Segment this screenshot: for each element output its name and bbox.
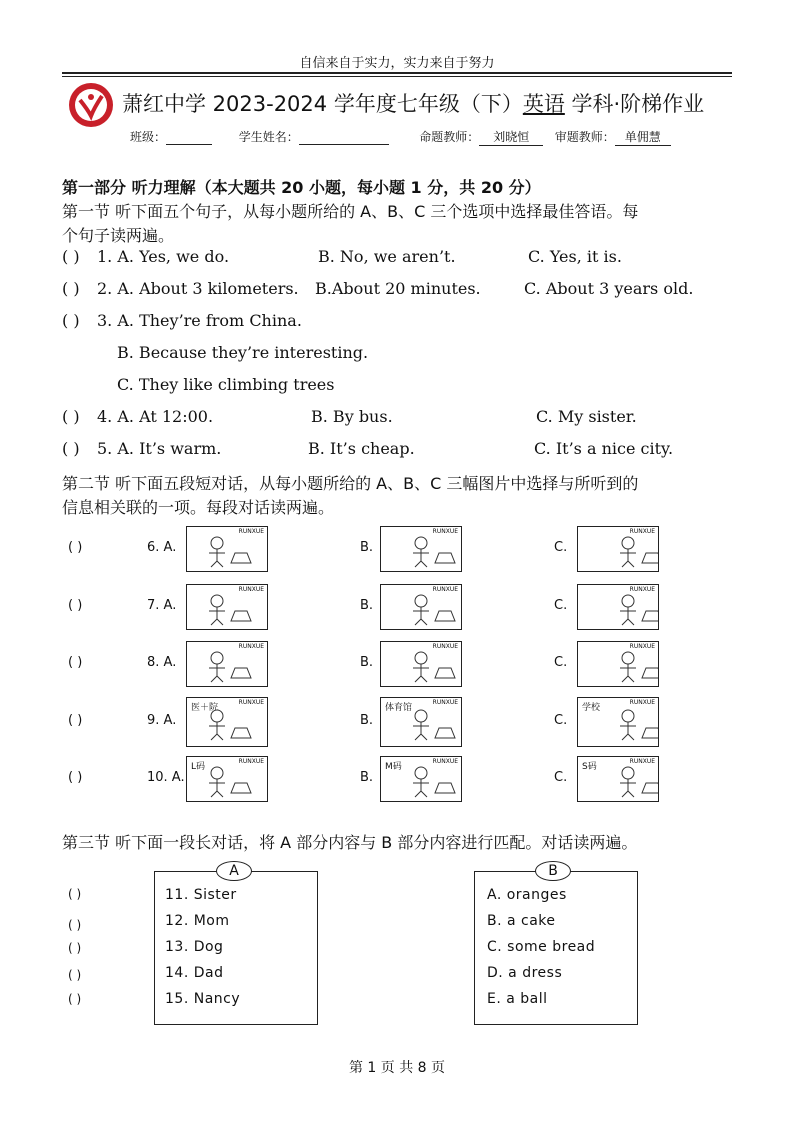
brand-mark: RUNXUE <box>629 528 655 535</box>
section3-instruction: 第三节 听下面一段长对话，将 A 部分内容与 B 部分内容进行匹配。对话读两遍。 <box>62 833 638 852</box>
picture-option <box>380 641 462 687</box>
picture-option <box>577 526 659 572</box>
title-prefix: 萧红中学 2023-2024 学年度七年级（下） <box>122 92 523 116</box>
match-a-item: 13. Dog <box>165 939 224 955</box>
q1-option-a: 1. A. Yes, we do. <box>97 247 230 266</box>
section2-instruction-2: 信息相关联的一项。每段对话读两遍。 <box>62 498 335 517</box>
answer-paren: ( ) <box>68 941 82 955</box>
picture-option <box>186 756 268 802</box>
picture-caption: S码 <box>582 762 597 772</box>
answer-paren: ( ) <box>62 311 80 330</box>
picture-option <box>186 641 268 687</box>
q3-option-c: C. They like climbing trees <box>117 375 335 394</box>
label-a: A <box>216 861 252 881</box>
match-a-item: 11. Sister <box>165 887 237 903</box>
match-b-item: A. oranges <box>487 887 567 903</box>
picture-option <box>380 697 462 747</box>
option-label-a: 7. A. <box>147 598 177 613</box>
picture-sketch <box>578 585 658 629</box>
class-blank <box>166 130 212 145</box>
q2-option-a: 2. A. About 3 kilometers. <box>97 279 299 298</box>
q4-option-a: 4. A. At 12:00. <box>97 407 214 426</box>
answer-paren: ( ) <box>68 655 83 670</box>
picture-sketch <box>578 642 658 686</box>
option-label-a: 9. A. <box>147 713 177 728</box>
option-label-c: C. <box>554 540 568 555</box>
q5-option-c: C. It’s a nice city. <box>534 439 674 458</box>
option-label-b: B. <box>360 598 374 613</box>
student-label: 学生姓名： <box>238 130 299 144</box>
answer-paren: ( ) <box>68 540 83 555</box>
picture-caption: M码 <box>385 762 402 772</box>
option-label-c: C. <box>554 713 568 728</box>
answer-paren: ( ) <box>68 968 82 982</box>
picture-sketch <box>187 698 267 746</box>
picture-option <box>380 584 462 630</box>
picture-option <box>186 526 268 572</box>
option-label-a: 8. A. <box>147 655 177 670</box>
picture-option <box>186 697 268 747</box>
part1-heading: 第一部分 听力理解（本大题共 20 小题，每小题 1 分，共 20 分） <box>62 178 541 197</box>
q1-option-c: C. Yes, it is. <box>528 247 622 266</box>
answer-paren: ( ) <box>62 439 80 458</box>
option-label-a: 6. A. <box>147 540 177 555</box>
reviewer-label: 审题教师： <box>554 130 615 144</box>
class-label: 班级： <box>130 130 167 144</box>
section1-instruction-1: 第一节 听下面五个句子，从每小题所给的 A、B、C 三个选项中选择最佳答语。每 <box>62 202 639 221</box>
match-b-item: D. a dress <box>487 965 563 981</box>
school-logo <box>68 82 114 128</box>
q3-option-a: 3. A. They’re from China. <box>97 311 302 330</box>
student-blank <box>299 130 389 145</box>
page-title <box>122 88 704 118</box>
picture-option <box>577 584 659 630</box>
header-rule <box>62 72 732 74</box>
picture-option <box>186 584 268 630</box>
picture-option <box>380 526 462 572</box>
author-label: 命题教师： <box>419 130 480 144</box>
brand-mark: RUNXUE <box>629 643 655 650</box>
option-label-b: B. <box>360 540 374 555</box>
match-b-item: B. a cake <box>487 913 556 929</box>
picture-sketch <box>187 585 267 629</box>
brand-mark: RUNXUE <box>238 586 264 593</box>
picture-sketch <box>381 585 461 629</box>
option-label-c: C. <box>554 655 568 670</box>
picture-sketch <box>187 527 267 571</box>
info-line <box>130 128 671 146</box>
picture-sketch <box>381 757 461 801</box>
answer-paren: ( ) <box>68 918 82 932</box>
match-a-item: 15. Nancy <box>165 991 241 1007</box>
answer-paren: ( ) <box>68 770 83 785</box>
header-rule-thin <box>62 76 732 77</box>
label-b: B <box>535 861 571 881</box>
q5-option-a: 5. A. It’s warm. <box>97 439 222 458</box>
picture-option <box>577 641 659 687</box>
section2-instruction-1: 第二节 听下面五段短对话，从每小题所给的 A、B、C 三幅图片中选择与所听到的 <box>62 474 639 493</box>
brand-mark: RUNXUE <box>629 586 655 593</box>
answer-paren: ( ) <box>68 992 82 1006</box>
q1-option-b: B. No, we aren’t. <box>318 247 456 266</box>
picture-caption: L码 <box>191 762 206 772</box>
q2-option-b: B.About 20 minutes. <box>315 279 481 298</box>
page-number: 第 1 页 共 8 页 <box>348 1060 446 1076</box>
option-label-c: C. <box>554 770 568 785</box>
match-a-item: 12. Mom <box>165 913 230 929</box>
picture-sketch <box>578 527 658 571</box>
match-b-item: C. some bread <box>487 939 596 955</box>
picture-caption: 学校 <box>582 703 601 713</box>
reviewer-name: 单佣慧 <box>615 128 671 146</box>
answer-paren: ( ) <box>62 247 80 266</box>
q4-option-b: B. By bus. <box>311 407 393 426</box>
q2-option-c: C. About 3 years old. <box>524 279 694 298</box>
option-label-b: B. <box>360 770 374 785</box>
picture-option <box>577 697 659 747</box>
picture-sketch <box>381 698 461 746</box>
brand-mark: RUNXUE <box>238 643 264 650</box>
picture-caption: 体育馆 <box>385 703 413 713</box>
section1-instruction-2: 个句子读两遍。 <box>62 226 175 245</box>
picture-sketch <box>578 698 658 746</box>
picture-sketch <box>187 642 267 686</box>
q3-option-b: B. Because they’re interesting. <box>117 343 369 362</box>
picture-sketch <box>381 642 461 686</box>
picture-option <box>577 756 659 802</box>
author-name: 刘晓恒 <box>479 128 543 146</box>
answer-paren: ( ) <box>62 279 80 298</box>
title-subject: 英语 <box>522 92 565 116</box>
option-label-b: B. <box>360 713 374 728</box>
brand-mark: RUNXUE <box>432 699 458 706</box>
brand-mark: RUNXUE <box>432 528 458 535</box>
answer-paren: ( ) <box>68 887 82 901</box>
brand-mark: RUNXUE <box>629 699 655 706</box>
brand-mark: RUNXUE <box>238 528 264 535</box>
answer-paren: ( ) <box>68 713 83 728</box>
q5-option-b: B. It’s cheap. <box>308 439 415 458</box>
brand-mark: RUNXUE <box>238 699 264 706</box>
title-suffix: 学科·阶梯作业 <box>564 92 705 116</box>
brand-mark: RUNXUE <box>432 758 458 765</box>
picture-caption: 医＋院 <box>191 703 219 713</box>
brand-mark: RUNXUE <box>432 643 458 650</box>
option-label-c: C. <box>554 598 568 613</box>
option-label-a: 10. A. <box>147 770 185 785</box>
answer-paren: ( ) <box>68 598 83 613</box>
option-label-b: B. <box>360 655 374 670</box>
match-a-item: 14. Dad <box>165 965 224 981</box>
q4-option-c: C. My sister. <box>536 407 637 426</box>
picture-sketch <box>578 757 658 801</box>
brand-mark: RUNXUE <box>238 758 264 765</box>
picture-sketch <box>381 527 461 571</box>
brand-mark: RUNXUE <box>432 586 458 593</box>
answer-paren: ( ) <box>62 407 80 426</box>
match-b-item: E. a ball <box>487 991 548 1007</box>
brand-mark: RUNXUE <box>629 758 655 765</box>
motto: 自信来自于实力，实力来自于努力 <box>299 56 495 71</box>
picture-sketch <box>187 757 267 801</box>
picture-option <box>380 756 462 802</box>
